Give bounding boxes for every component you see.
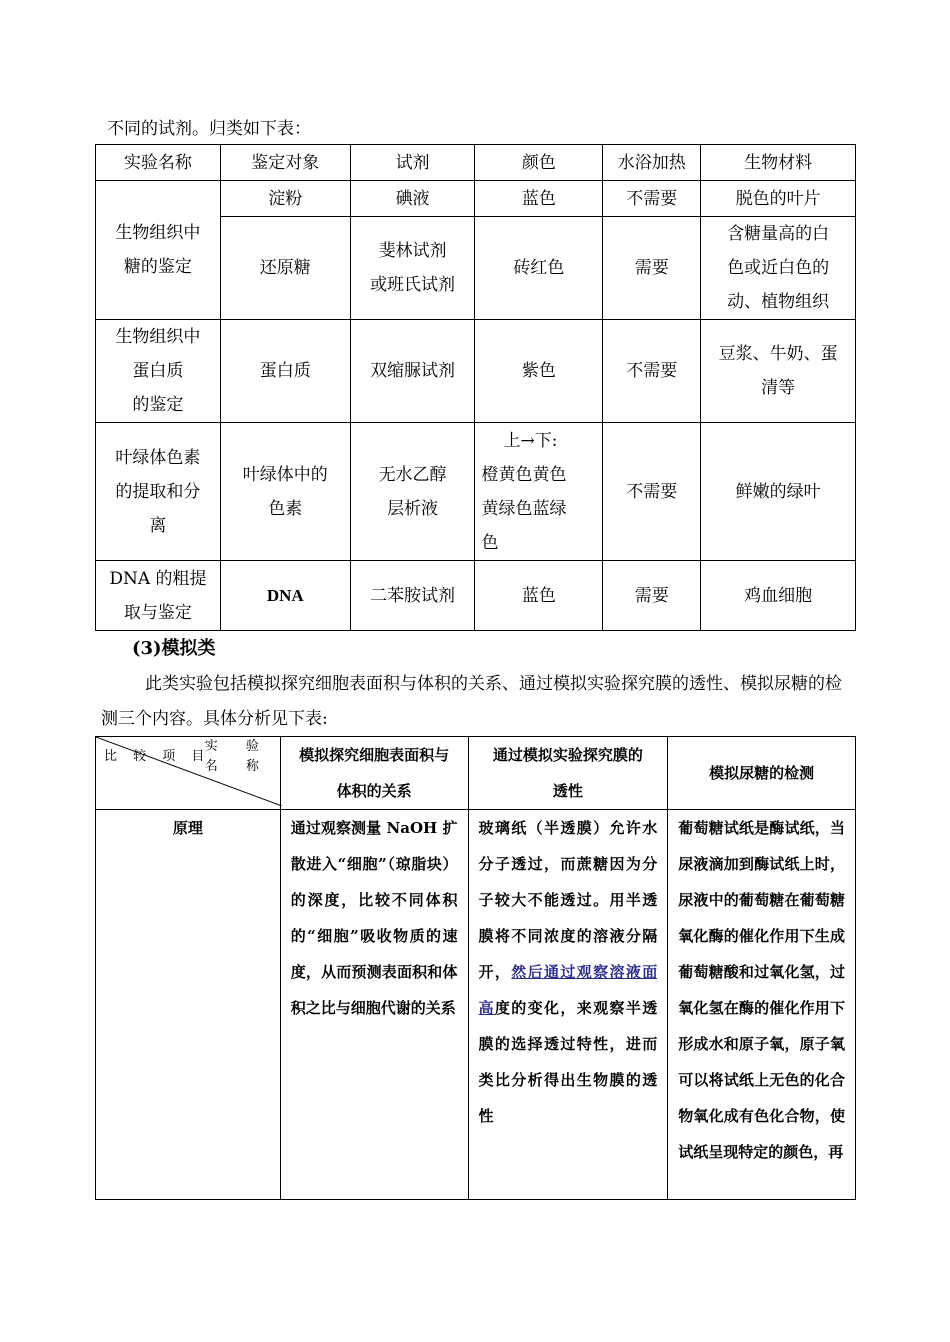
header-cell: 鉴定对象 bbox=[220, 145, 350, 181]
header-cell: 颜色 bbox=[475, 145, 603, 181]
experiment-name-dna: DNA 的粗提 取与鉴定 bbox=[96, 561, 221, 631]
table-row: 叶绿体色素 的提取和分 离 叶绿体中的 色素 无水乙醇 层析液 上→下: 橙黄色黄色 黄绿色蓝绿 色 不需要 鲜嫩的绿叶 bbox=[96, 423, 856, 561]
experiment-name-sugar: 生物组织中 糖的鉴定 bbox=[96, 181, 221, 320]
principle-cell: 玻璃纸（半透膜）允许水分子透过，而蔗糖因为分子较大不能透过。用半透膜将不同浓度的溶液分隔开，然后通过观察溶液面高度的变化，来观察半透膜的选择透过特性，进而类比分析得出生物膜的透性 bbox=[468, 810, 668, 1200]
header-cell: 水浴加热 bbox=[603, 145, 701, 181]
diagonal-header-cell bbox=[96, 737, 281, 810]
intro-text: 不同的试剂。归类如下表： bbox=[107, 119, 311, 139]
table-header-row bbox=[96, 145, 856, 181]
table-row: 生物组织中 糖的鉴定 淀粉 碘液 蓝色 不需要 脱色的叶片 bbox=[96, 181, 856, 217]
section-paragraph: 此类实验包括模拟探究细胞表面积与体积的关系、通过模拟实验探究膜的透性、模拟尿糖的检测三个内容。具体分析见下表: bbox=[101, 674, 842, 729]
header-cell: 试剂 bbox=[350, 145, 475, 181]
header-cell: 模拟探究细胞表面积与 体积的关系 bbox=[280, 737, 468, 810]
table-row: 还原糖 斐林试剂 或班氏试剂 砖红色 需要 含糖量高的白 色或近白色的 动、植物组织 bbox=[96, 217, 856, 320]
principle-cell: 通过观察测量 NaOH 扩散进入“细胞”（琼脂块）的深度，比较不同体积的“细胞”吸收物质的速度，从而预测表面积和体积之比与细胞代谢的关系 bbox=[280, 810, 468, 1200]
experiment-name-chlorophyll: 叶绿体色素 的提取和分 离 bbox=[96, 423, 221, 561]
table-row: DNA 的粗提 取与鉴定 DNA 二苯胺试剂 蓝色 需要 鸡血细胞 bbox=[96, 561, 856, 631]
hyperlink[interactable]: 然后通过观察溶液面高 bbox=[478, 963, 658, 1017]
header-cell: 模拟尿糖的检测 bbox=[668, 737, 856, 810]
header-cell: 通过模拟实验探究膜的 透性 bbox=[468, 737, 668, 810]
header-cell: 实验名称 bbox=[96, 145, 221, 181]
experiment-name-protein: 生物组织中 蛋白质 的鉴定 bbox=[96, 320, 221, 423]
corner-top-label: 实 验 名 称 bbox=[204, 739, 271, 774]
principle-cell: 葡萄糖试纸是酶试纸，当尿液滴加到酶试纸上时，尿液中的葡萄糖在葡萄糖氧化酶的催化作用下生成葡萄糖酸和过氧化氢，过氧化氢在酶的催化作用下形成水和原子氧，原子氧可以将试纸上无色的化合物氧化成有色化合物，使试纸呈现特定的颜色，再 bbox=[668, 810, 856, 1200]
header-cell: 生物材料 bbox=[701, 145, 856, 181]
table-row bbox=[96, 810, 856, 1200]
table-header-row bbox=[96, 737, 856, 810]
simulation-table bbox=[95, 736, 856, 1200]
table-row: 生物组织中 蛋白质 的鉴定 蛋白质 双缩脲试剂 紫色 不需要 豆浆、牛奶、蛋 清等 bbox=[96, 320, 856, 423]
reagent-table bbox=[95, 144, 856, 631]
section-heading: (3)模拟类 bbox=[132, 638, 216, 659]
row-label: 原理 bbox=[96, 810, 281, 1200]
corner-bottom-label: 比 较 项 目 bbox=[104, 749, 211, 764]
